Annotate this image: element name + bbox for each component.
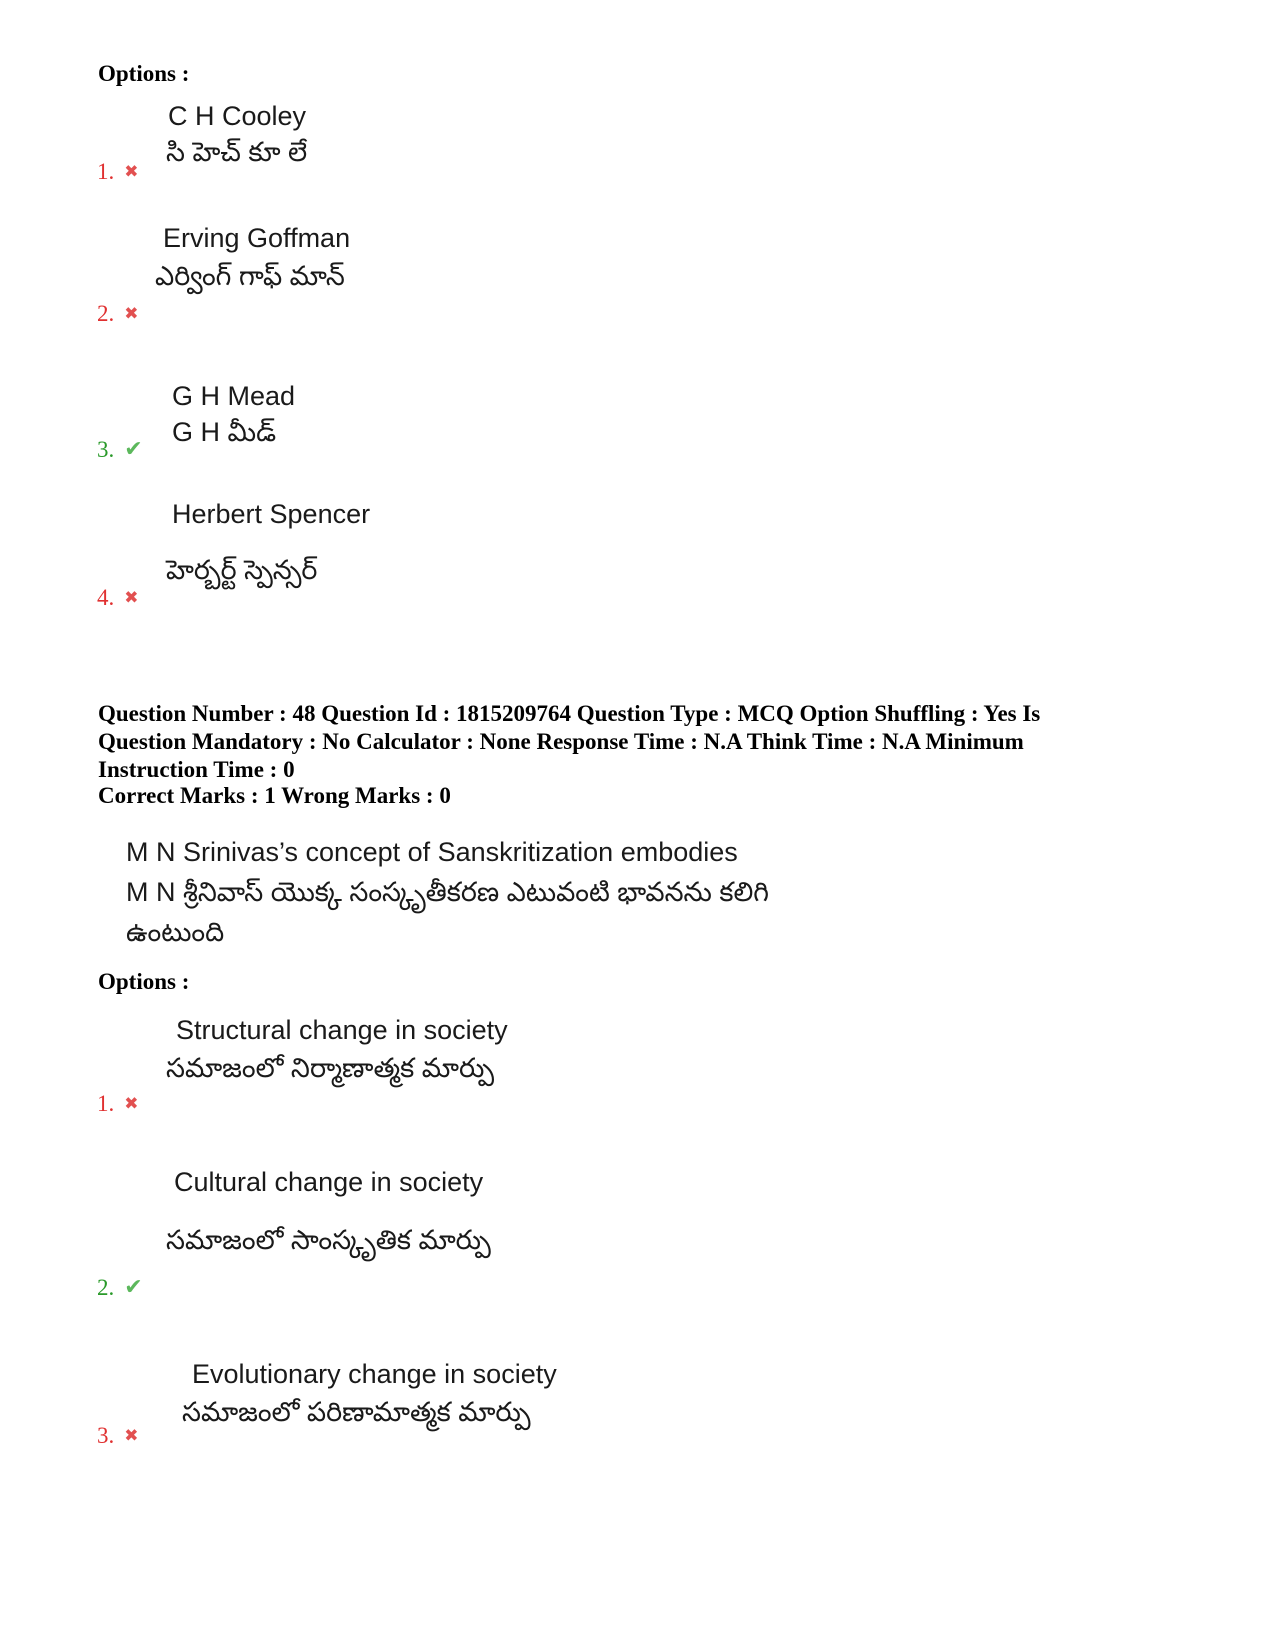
question-meta xyxy=(98,700,1178,784)
option-text-en: Herbert Spencer xyxy=(172,499,371,529)
question-meta-line: Question Number : 48 Question Id : 1815209764 Question Type : MCQ Option Shuffling : Yes Is xyxy=(98,701,1041,726)
option-number xyxy=(97,1092,139,1116)
check-icon: ✔ xyxy=(124,437,143,462)
option-text-te: సి హెచ్ కూ లే xyxy=(166,137,308,167)
cross-icon: ✖ xyxy=(124,304,139,324)
option-text-en: Erving Goffman xyxy=(163,223,351,253)
check-icon: ✔ xyxy=(124,1275,143,1300)
option-text-te: సమాజంలో పరిణామాత్మక మార్పు xyxy=(182,1397,531,1427)
marks-line: Correct Marks : 1 Wrong Marks : 0 xyxy=(98,783,451,808)
cross-icon: ✖ xyxy=(124,1094,139,1114)
option-number-label: 3. xyxy=(97,1423,115,1448)
options-heading: Options : xyxy=(98,61,190,86)
option-number xyxy=(97,1276,143,1300)
cross-icon: ✖ xyxy=(124,162,139,182)
question-text-en: M N Srinivas’s concept of Sanskritization embodies xyxy=(126,837,738,867)
option-number-label: 1. xyxy=(97,1091,115,1116)
option-number xyxy=(97,302,139,326)
option-number xyxy=(97,160,139,184)
cross-icon: ✖ xyxy=(124,1426,139,1446)
option-text-te: G H మీడ్ xyxy=(172,417,277,447)
option-number-label: 1. xyxy=(97,159,115,184)
option-text-te: సమాజంలో నిర్మాణాత్మక మార్పు xyxy=(166,1053,495,1083)
option-text-en: Evolutionary change in society xyxy=(192,1359,557,1389)
option-text-en: G H Mead xyxy=(172,381,296,411)
question-meta-line: Instruction Time : 0 xyxy=(98,757,295,782)
question-text-te: M N శ్రీనివాస్ యొక్క సంస్కృతీకరణ ఎటువంటి భావనను కలిగి xyxy=(126,877,769,907)
option-number xyxy=(97,438,143,462)
option-text-te: హెర్బర్ట్ స్పెన్సర్ xyxy=(166,555,318,585)
option-text-en: Structural change in society xyxy=(176,1015,508,1045)
option-number-label: 4. xyxy=(97,585,115,610)
option-number xyxy=(97,586,139,610)
option-text-te: సమాజంలో సాంస్కృతిక మార్పు xyxy=(166,1225,491,1255)
question-meta-line: Question Mandatory : No Calculator : None Response Time : N.A Think Time : N.A Minimum xyxy=(98,729,1024,754)
cross-icon: ✖ xyxy=(124,588,139,608)
question-text-te: ఉంటుంది xyxy=(126,917,225,947)
question-text xyxy=(126,832,769,952)
option-text-en: Cultural change in society xyxy=(174,1167,484,1197)
option-number xyxy=(97,1424,139,1448)
option-number-label: 2. xyxy=(97,301,115,326)
option-text-te: ఎర్వింగ్ గాఫ్ మాన్ xyxy=(155,261,345,291)
option-text-en: C H Cooley xyxy=(168,101,307,131)
options-heading: Options : xyxy=(98,969,190,994)
option-number-label: 3. xyxy=(97,437,115,462)
option-number-label: 2. xyxy=(97,1275,115,1300)
